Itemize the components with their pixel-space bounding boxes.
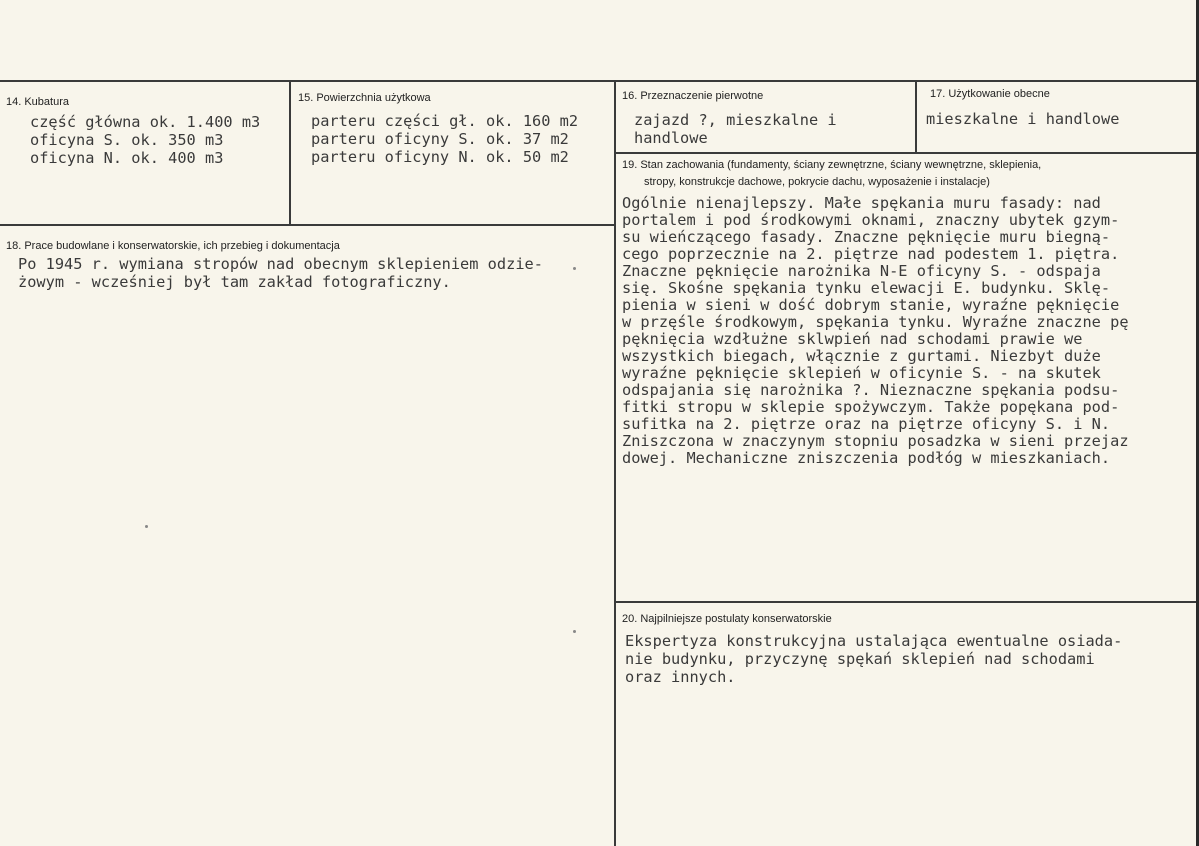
field-14-line-3: oficyna N. ok. 400 m3	[30, 149, 224, 167]
field-14-line-1: część główna ok. 1.400 m3	[30, 113, 261, 131]
field-16-line-2: handlowe	[634, 129, 708, 147]
field16-bottom-rule	[616, 152, 1199, 154]
field-18-line-1: Po 1945 r. wymiana stropów nad obecnym sklepieniem odzie-	[18, 255, 543, 273]
field19-bottom-rule	[616, 601, 1199, 603]
field-18-line-2: żowym - wcześniej był tam zakład fotograficzny.	[18, 273, 451, 291]
field-19-line-8: w przęśle środkowym, spękania tynku. Wyraźne znaczne pę	[622, 313, 1129, 331]
field-14-label: 14. Kubatura	[6, 96, 69, 108]
divider-16-17	[915, 80, 917, 153]
field-19-label-line-2: stropy, konstrukcje dachowe, pokrycie dachu, wyposażenie i instalacje)	[644, 176, 990, 188]
paper-speck	[573, 630, 576, 633]
field-19-line-4: cego poprzecznie na 2. piętrze nad podestem 1. piętra.	[622, 245, 1120, 263]
field-19-label-line-1: 19. Stan zachowania (fundamenty, ściany zewnętrzne, ściany wewnętrzne, sklepienia,	[622, 159, 1042, 171]
field-15-line-2: parteru oficyny S. ok. 37 m2	[311, 130, 569, 148]
field-19-line-10: wszystkich biegach, włącznie z gurtami. Niezbyt duże	[622, 347, 1101, 365]
field-19-line-9: pęknięcia wzdłużne sklwpień nad schodami prawie we	[622, 330, 1083, 348]
field-20-line-1: Ekspertyza konstrukcyjna ustalająca ewentualne osiada-	[625, 632, 1123, 650]
field-14-line-2: oficyna S. ok. 350 m3	[30, 131, 224, 149]
field-16-label: 16. Przeznaczenie pierwotne	[622, 90, 764, 102]
field-16-line-1: zajazd ?, mieszkalne i	[634, 111, 837, 129]
paper-speck	[145, 525, 148, 528]
field-19-line-14: sufitka na 2. piętrze oraz na piętrze oficyny S. i N.	[622, 415, 1111, 433]
field-19-line-12: odspajania się narożnika ?. Nieznaczne spękania podsu-	[622, 381, 1120, 399]
field-15-line-1: parteru części gł. ok. 160 m2	[311, 112, 579, 130]
field-17-line-1: mieszkalne i handlowe	[926, 110, 1120, 128]
row1-bottom-rule	[0, 224, 616, 226]
field-18-label: 18. Prace budowlane i konserwatorskie, ich przebieg i dokumentacja	[6, 240, 340, 252]
field-17-label: 17. Użytkowanie obecne	[930, 88, 1050, 100]
field-15-line-3: parteru oficyny N. ok. 50 m2	[311, 148, 569, 166]
divider-14-15	[289, 80, 291, 225]
field-19-line-1: Ogólnie nienajlepszy. Małe spękania muru fasady: nad	[622, 194, 1101, 212]
top-rule	[0, 80, 1199, 82]
field-20-line-3: oraz innych.	[625, 668, 736, 686]
field-20-label: 20. Najpilniejsze postulaty konserwatorskie	[622, 613, 832, 625]
field-19-line-16: dowej. Mechaniczne zniszczenia podłóg w mieszkaniach.	[622, 449, 1111, 467]
field-19-line-7: pienia w sieni w dość dobrym stanie, wyraźne pęknięcie	[622, 296, 1120, 314]
main-divider	[614, 80, 616, 846]
paper-speck	[573, 267, 576, 270]
field-15-label: 15. Powierzchnia użytkowa	[298, 92, 431, 104]
field-19-line-13: fitki stropu w sklepie spożywczym. Także popękana pod-	[622, 398, 1120, 416]
field-19-line-3: su wieńczącego fasady. Znaczne pęknięcie muru biegną-	[622, 228, 1111, 246]
field-19-line-2: portalem i pod środkowymi oknami, znaczny ubytek gzym-	[622, 211, 1120, 229]
field-20-line-2: nie budynku, przyczynę spękań sklepień nad schodami	[625, 650, 1095, 668]
field-19-line-5: Znaczne pęknięcie narożnika N-E oficyny S. - odspaja	[622, 262, 1101, 280]
field-19-line-15: Zniszczona w znaczynym stopniu posadzka w sieni przejaz	[622, 432, 1129, 450]
field-19-line-11: wyraźne pęknięcie sklepień w oficynie S. - na skutek	[622, 364, 1101, 382]
field-19-line-6: się. Skośne spękania tynku elewacji E. budynku. Sklę-	[622, 279, 1111, 297]
